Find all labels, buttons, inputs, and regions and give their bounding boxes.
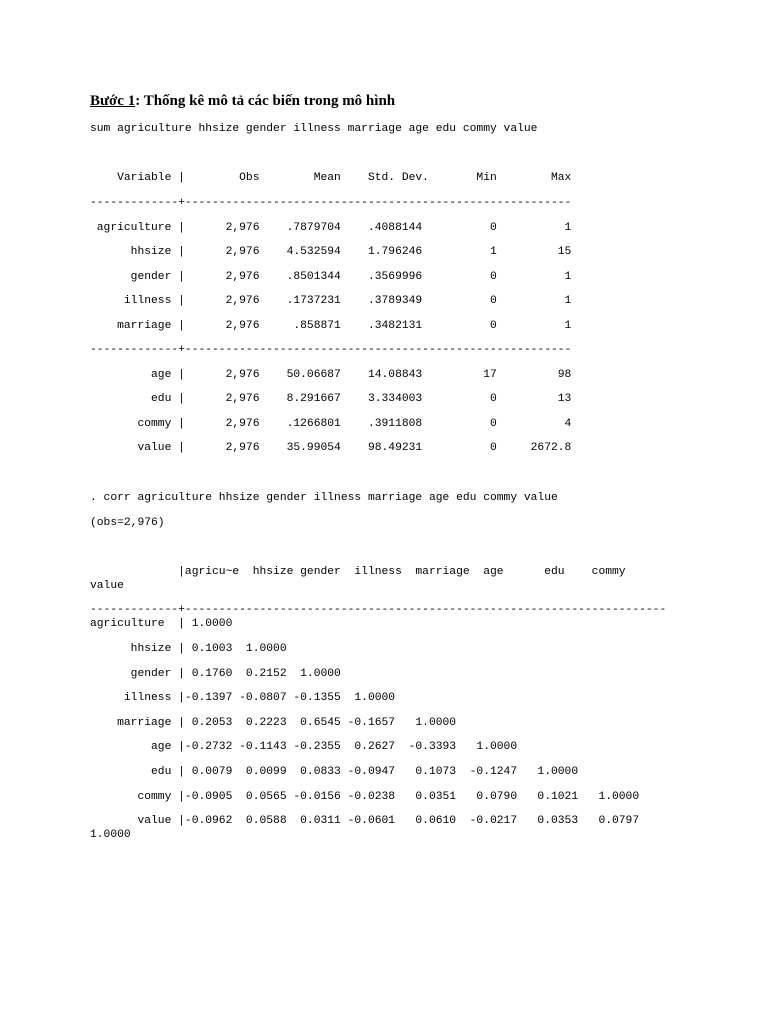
summary-row: agriculture | 2,976 .7879704 .4088144 0 1 bbox=[90, 222, 572, 234]
corr-separator: -------------+----------------------------------------------------------------------- bbox=[90, 604, 667, 616]
summary-row: edu | 2,976 8.291667 3.334003 0 13 bbox=[90, 393, 572, 405]
corr-row: marriage | 0.2053 0.2223 0.6545 -0.1657 1.0000 bbox=[90, 717, 457, 729]
summary-row: illness | 2,976 .1737231 .3789349 0 1 bbox=[90, 295, 572, 307]
corr-row: illness |-0.1397 -0.0807 -0.1355 1.0000 bbox=[90, 692, 396, 704]
corr-header-line2: value bbox=[90, 580, 124, 592]
heading-title: : Thống kê mô tả các biến trong mô hình bbox=[135, 93, 396, 109]
obs-line: (obs=2,976) bbox=[90, 517, 165, 529]
summary-separator: -------------+--------------------------------------------------------- bbox=[90, 197, 572, 209]
summary-header: Variable | Obs Mean Std. Dev. Min Max bbox=[90, 172, 572, 184]
corr-row: agriculture | 1.0000 bbox=[90, 618, 233, 630]
summary-row: commy | 2,976 .1266801 .3911808 0 4 bbox=[90, 418, 572, 430]
summary-row: marriage | 2,976 .858871 .3482131 0 1 bbox=[90, 320, 572, 332]
summary-row: hhsize | 2,976 4.532594 1.796246 1 15 bbox=[90, 246, 572, 258]
summary-row: value | 2,976 35.99054 98.49231 0 2672.8 bbox=[90, 442, 572, 454]
corr-row: age |-0.2732 -0.1143 -0.2355 0.2627 -0.3393 1.0000 bbox=[90, 741, 518, 753]
sum-command: sum agriculture hhsize gender illness marriage age edu commy value bbox=[90, 123, 538, 135]
summary-separator: -------------+--------------------------------------------------------- bbox=[90, 344, 572, 356]
summary-row: gender | 2,976 .8501344 .3569996 0 1 bbox=[90, 271, 572, 283]
summary-row: age | 2,976 50.06687 14.08843 17 98 bbox=[90, 369, 572, 381]
corr-row: gender | 0.1760 0.2152 1.0000 bbox=[90, 668, 341, 680]
corr-row: edu | 0.0079 0.0099 0.0833 -0.0947 0.1073 -0.1247 1.0000 bbox=[90, 766, 579, 778]
section-heading bbox=[90, 93, 395, 110]
corr-row: hhsize | 0.1003 1.0000 bbox=[90, 643, 287, 655]
corr-row: commy |-0.0905 0.0565 -0.0156 -0.0238 0.0351 0.0790 0.1021 1.0000 bbox=[90, 791, 640, 803]
corr-row: value |-0.0962 0.0588 0.0311 -0.0601 0.0610 -0.0217 0.0353 0.0797 bbox=[90, 815, 640, 827]
corr-command: . corr agriculture hhsize gender illness marriage age edu commy value bbox=[90, 492, 558, 504]
corr-header-line1: |agricu~e hhsize gender illness marriage age edu commy bbox=[90, 566, 626, 578]
step-label: Bước 1 bbox=[90, 93, 136, 109]
corr-row-wrap: 1.0000 bbox=[90, 829, 131, 841]
